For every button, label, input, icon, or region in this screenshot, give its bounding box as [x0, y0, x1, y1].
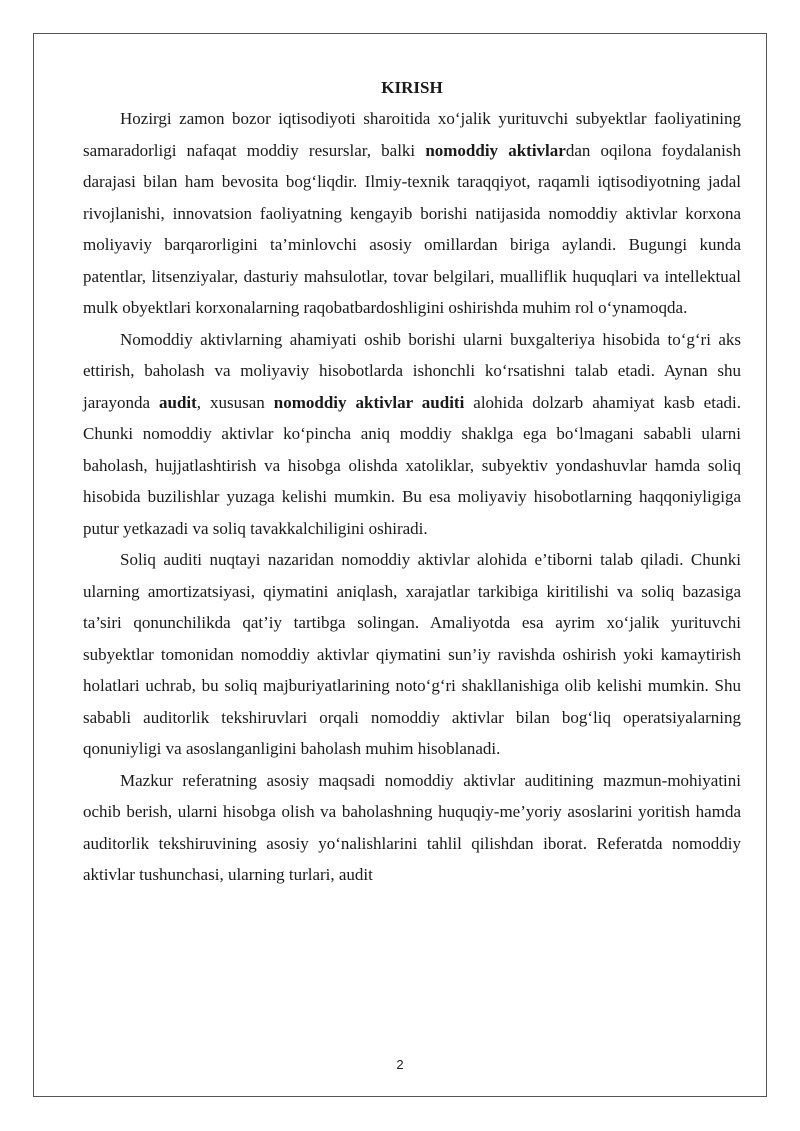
paragraph	[83, 103, 741, 324]
page-number: 2	[396, 1057, 404, 1072]
bold-term: nomoddiy aktivlar	[425, 140, 566, 160]
page-title: KIRISH	[381, 78, 443, 97]
page-content	[83, 73, 741, 891]
text-run: alohida dolzarb ahamiyat kasb etadi. Chunki nomoddiy aktivlar ko‘pincha aniq moddiy shaklga ega bo‘lmagani sababli ularni baholash, hujjatlashtirish va hisobga olishda xatoliklar, subyektiv yondashuvlar hamda soliq hisobida buzilishlar yuzaga kelishi mumkin. Bu esa moliyaviy hisobotlarning haqqoniyligiga putur yetkazadi va soliq tavakkalchiligini oshiradi.	[83, 392, 741, 538]
paragraph	[83, 324, 741, 545]
text-run: Hozirgi zamon bozor iqtisodiyoti sharoitida xo‘jalik yurituvchi subyektlar faoliyatining samaradorligi nafaqat moddiy resurslar, balki	[83, 109, 741, 160]
body-text	[83, 103, 741, 891]
text-run: dan oqilona foydalanish darajasi bilan ham bevosita bog‘liqdir. Ilmiy-texnik taraqqiyot, raqamli iqtisodiyotning jadal rivojlanishi, innovatsion faoliyatning kengayib borishi natijasida nomoddiy aktivlar korxona moliyaviy barqarorligini ta’minlovchi asosiy omillardan biriga aylandi. Bugungi kunda patentlar, litsenziyalar, dasturiy mahsulotlar, tovar belgilari, mualliflik huquqlari va intellektual mulk obyektlari korxonalarning raqobatbardoshligini oshirishda muhim rol o‘ynamoqda.	[83, 140, 741, 317]
text-run: Nomoddiy aktivlarning ahamiyati oshib borishi ularni buxgalteriya hisobida to‘g‘ri aks ettirish, baholash va moliyaviy hisobotlarda ishonchli ko‘rsatishni talab etadi. Aynan shu jarayonda	[83, 329, 741, 412]
paragraph	[83, 765, 741, 891]
text-run: Soliq auditi nuqtayi nazaridan nomoddiy aktivlar alohida e’tiborni talab qiladi. Chunki ularning amortizatsiyasi, qiymatini aniqlash, xarajatlar tarkibiga kiritilishi va soliq bazasiga ta’siri qonunchilikda qat’iy tartibga solingan. Amaliyotda esa ayrim xo‘jalik yurituvchi subyektlar tomonidan nomoddiy aktivlar qiymatini sun’iy ravishda oshirish yoki kamaytirish holatlari uchrab, bu soliq majburiyatlarining noto‘g‘ri shakllanishiga olib kelishi mumkin. Shu sababli auditorlik tekshiruvlari orqali nomoddiy aktivlar bilan bog‘liq operatsiyalarning qonuniyligi va asoslanganligini baholash muhim hisoblanadi.	[83, 550, 741, 758]
text-run: Mazkur referatning asosiy maqsadi nomoddiy aktivlar auditining mazmun-mohiyatini ochib berish, ularni hisobga olish va baholashning huquqiy-me’yoriy asoslarini yoritish hamda auditorlik tekshiruvining asosiy yo‘nalishlarini tahlil qilishdan iborat. Referatda nomoddiy aktivlar tushunchasi, ularning turlari, audit	[83, 770, 741, 884]
bold-term: audit	[159, 392, 197, 412]
bold-term: nomoddiy aktivlar auditi	[273, 392, 465, 412]
paragraph	[83, 544, 741, 765]
text-run: , xususan	[196, 392, 274, 412]
